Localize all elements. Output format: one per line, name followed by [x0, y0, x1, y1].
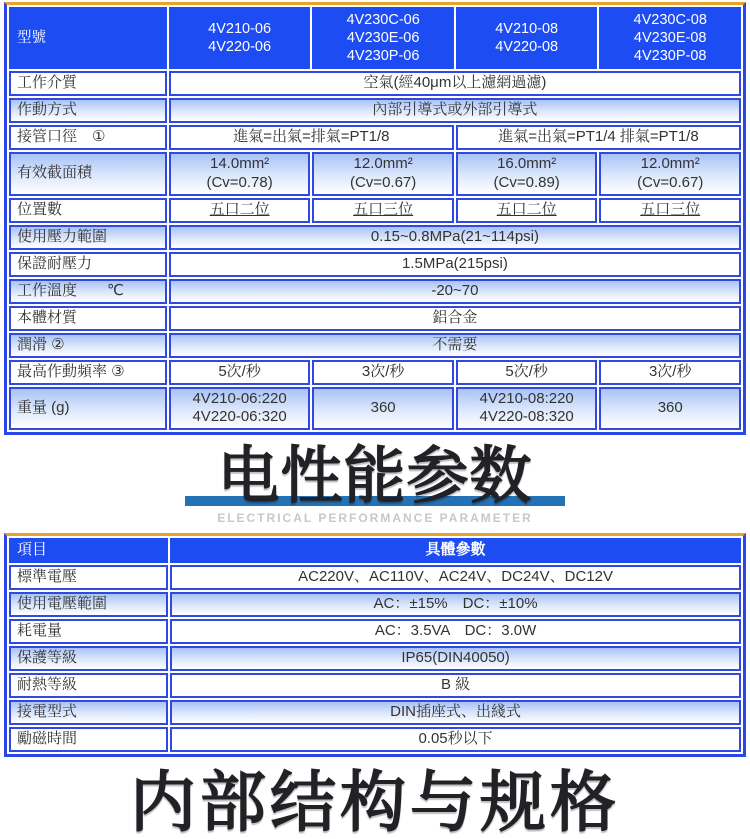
spec-row: [9, 198, 741, 223]
spec-value-cell: 進氣=出氣=PT1/4 排氣=PT1/8: [456, 125, 741, 150]
spec-value-cell: 空氣(經40μm以上濾網過濾): [169, 71, 741, 96]
spec-row: [9, 98, 741, 123]
electrical-row-label: 使用電壓範圍: [9, 592, 168, 617]
electrical-section-heading: [0, 442, 750, 526]
spec-row-label: 有效截面積: [9, 152, 167, 196]
electrical-row: [9, 727, 741, 752]
electrical-row-label: 耗電量: [9, 619, 168, 644]
spec-header-row: [9, 7, 741, 69]
spec-row-label: 本體材質: [9, 306, 167, 331]
spec-value-cell: 五口三位: [599, 198, 741, 223]
electrical-row: [9, 700, 741, 725]
electrical-section-title: 电性能参数: [217, 442, 533, 511]
spec-value-cell: 5次/秒: [169, 360, 311, 385]
spec-value-cell: 鋁合金: [169, 306, 741, 331]
spec-header-label: 型號: [9, 7, 167, 69]
spec-row: [9, 71, 741, 96]
spec-value-cell: 3次/秒: [599, 360, 741, 385]
spec-value-cell: 14.0mm² (Cv=0.78): [169, 152, 311, 196]
spec-row: [9, 225, 741, 250]
spec-value-cell: 4V210-06:220 4V220-06:320: [169, 387, 311, 431]
spec-row-label: 位置數: [9, 198, 167, 223]
electrical-value-cell: AC：±15% DC：±10%: [170, 592, 741, 617]
spec-value-cell: 進氣=出氣=排氣=PT1/8: [169, 125, 454, 150]
spec-row-label: 工作溫度 ℃: [9, 279, 167, 304]
electrical-value-cell: B 級: [170, 673, 741, 698]
spec-value-cell: 1.5MPa(215psi): [169, 252, 741, 277]
structure-section-heading: [0, 765, 750, 839]
electrical-row: [9, 673, 741, 698]
spec-row-label: 保證耐壓力: [9, 252, 167, 277]
spec-value-cell: 3次/秒: [312, 360, 454, 385]
electrical-table: [7, 536, 743, 754]
spec-row: [9, 306, 741, 331]
spec-value-cell: 360: [312, 387, 454, 431]
spec-table-wrapper: [4, 2, 746, 435]
electrical-header-label: 項目: [9, 538, 168, 563]
spec-row: [9, 333, 741, 358]
spec-row: [9, 125, 741, 150]
electrical-row-label: 標準電壓: [9, 565, 168, 590]
spec-row-label: 工作介質: [9, 71, 167, 96]
electrical-table-wrapper: [4, 533, 746, 757]
spec-row-label: 使用壓力範圍: [9, 225, 167, 250]
spec-value-cell: 360: [599, 387, 741, 431]
electrical-row-label: 耐熱等級: [9, 673, 168, 698]
spec-value-cell: 五口二位: [456, 198, 598, 223]
spec-value-cell: 4V210-08:220 4V220-08:320: [456, 387, 598, 431]
electrical-header-row: [9, 538, 741, 563]
spec-value-cell: -20~70: [169, 279, 741, 304]
electrical-value-cell: 0.05秒以下: [170, 727, 741, 752]
spec-value-cell: 0.15~0.8MPa(21~114psi): [169, 225, 741, 250]
spec-value-cell: 16.0mm² (Cv=0.89): [456, 152, 598, 196]
spec-value-cell: 內部引導式或外部引導式: [169, 98, 741, 123]
spec-row-label: 潤滑 ②: [9, 333, 167, 358]
electrical-value-cell: IP65(DIN40050): [170, 646, 741, 671]
spec-value-cell: 12.0mm² (Cv=0.67): [599, 152, 741, 196]
spec-row-label: 接管口徑 ①: [9, 125, 167, 150]
electrical-value-cell: DIN插座式、出綫式: [170, 700, 741, 725]
electrical-row: [9, 646, 741, 671]
spec-header-model-cell: 4V210-06 4V220-06: [169, 7, 311, 69]
electrical-row-label: 保護等級: [9, 646, 168, 671]
electrical-row: [9, 619, 741, 644]
spec-row-label: 作動方式: [9, 98, 167, 123]
electrical-value-cell: AC220V、AC110V、AC24V、DC24V、DC12V: [170, 565, 741, 590]
spec-value-cell: 12.0mm² (Cv=0.67): [312, 152, 454, 196]
spec-header-model-cell: 4V210-08 4V220-08: [456, 7, 598, 69]
spec-table: [7, 5, 743, 432]
electrical-row: [9, 565, 741, 590]
spec-row: [9, 279, 741, 304]
spec-value-cell: 五口三位: [312, 198, 454, 223]
spec-value-cell: 不需要: [169, 333, 741, 358]
spec-header-model-cell: 4V230C-06 4V230E-06 4V230P-06: [312, 7, 454, 69]
spec-row-label: 重量 (g): [9, 387, 167, 431]
electrical-header-value: 具體參數: [170, 538, 741, 563]
spec-value-cell: 五口二位: [169, 198, 311, 223]
structure-section-title: 内部结构与规格: [130, 765, 620, 839]
electrical-value-cell: AC：3.5VA DC：3.0W: [170, 619, 741, 644]
spec-header-model-cell: 4V230C-08 4V230E-08 4V230P-08: [599, 7, 741, 69]
spec-row: [9, 252, 741, 277]
spec-row: [9, 152, 741, 196]
spec-value-cell: 5次/秒: [456, 360, 598, 385]
spec-row: [9, 360, 741, 385]
spec-row: [9, 387, 741, 431]
electrical-row: [9, 592, 741, 617]
electrical-section-subtitle: ELECTRICAL PERFORMANCE PARAMETER: [217, 511, 533, 526]
electrical-row-label: 接電型式: [9, 700, 168, 725]
electrical-row-label: 勵磁時間: [9, 727, 168, 752]
spec-row-label: 最高作動頻率 ③: [9, 360, 167, 385]
